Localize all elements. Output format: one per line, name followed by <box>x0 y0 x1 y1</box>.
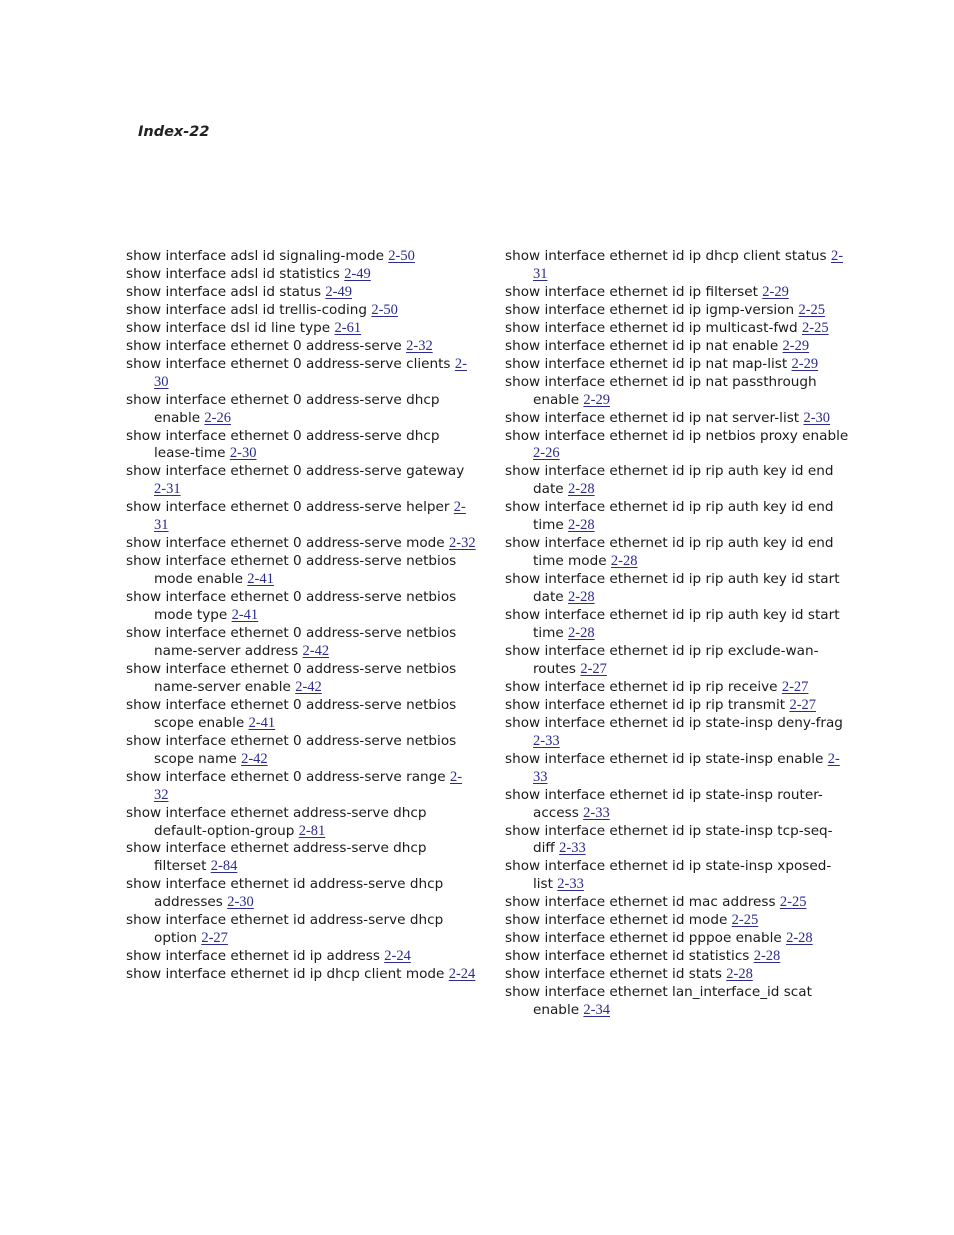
index-entry-text: show interface adsl id status <box>126 283 322 300</box>
index-entry-text: show interface ethernet id ip rip auth key id end time mode <box>505 535 834 570</box>
page-reference-link[interactable]: 2-25 <box>731 912 759 929</box>
index-entry-text: show interface ethernet id ip rip auth key id end time <box>505 499 834 534</box>
page-reference-link[interactable]: 2-31 <box>154 481 181 498</box>
page-reference-link[interactable]: 2-24 <box>384 948 411 965</box>
index-entry-text: show interface ethernet id ip filterset <box>505 283 758 300</box>
page-reference-link[interactable]: 2-30 <box>154 355 467 390</box>
page-reference-link[interactable]: 2-33 <box>559 840 586 857</box>
index-entry <box>505 697 850 715</box>
page-reference-link[interactable]: 2-50 <box>371 301 398 318</box>
page-reference-link[interactable]: 2-49 <box>344 265 371 282</box>
index-entry <box>126 948 476 966</box>
index-entry <box>505 930 850 948</box>
page-reference-link[interactable]: 2-81 <box>298 822 326 839</box>
index-entry-text: show interface ethernet id address-serve dhcp addresses <box>126 876 444 911</box>
page-reference-link[interactable]: 2-32 <box>406 337 433 354</box>
page-reference-link[interactable]: 2-28 <box>610 553 638 570</box>
page-reference-link[interactable]: 2-41 <box>231 607 259 624</box>
page-reference-link[interactable]: 2-32 <box>154 768 463 803</box>
page-reference-link[interactable]: 2-28 <box>567 481 595 498</box>
page-reference-link[interactable]: 2-49 <box>325 283 352 300</box>
index-entry <box>126 840 476 876</box>
index-entry-text: show interface ethernet id ip nat map-list <box>505 355 788 372</box>
index-entry <box>505 607 850 643</box>
index-entry <box>126 553 476 589</box>
page-reference-link[interactable]: 2-30 <box>803 409 831 426</box>
page-reference-link[interactable]: 2-27 <box>201 930 228 947</box>
index-entry-text: show interface ethernet id ip nat server-list <box>505 409 800 426</box>
index-entry <box>126 284 476 302</box>
index-entry <box>126 392 476 428</box>
page-reference-link[interactable]: 2-41 <box>247 571 274 588</box>
index-entry <box>126 338 476 356</box>
index-entry-text: show interface ethernet id ip nat passthrough enable <box>505 373 817 408</box>
index-entry-text: show interface ethernet address-serve dhcp filterset <box>126 840 427 875</box>
index-entry-text: show interface ethernet 0 address-serve netbios mode enable <box>126 553 457 588</box>
index-entry-text: show interface ethernet id ip rip exclude-wan-routes <box>505 642 819 677</box>
index-entry-text: show interface adsl id trellis-coding <box>126 301 368 318</box>
page-reference-link[interactable]: 2-31 <box>533 248 844 282</box>
index-entry <box>126 589 476 625</box>
index-entry-text: show interface ethernet id ip rip receive <box>505 678 778 695</box>
page-reference-link[interactable]: 2-29 <box>762 283 789 300</box>
index-entry-text: show interface ethernet id address-serve dhcp option <box>126 912 444 947</box>
page-reference-link[interactable]: 2-31 <box>154 499 466 534</box>
page-reference-link[interactable]: 2-25 <box>802 319 829 336</box>
index-entry <box>505 410 850 428</box>
index-entry-text: show interface ethernet 0 address-serve netbios name-server address <box>126 625 457 659</box>
index-entry <box>505 499 850 535</box>
page-reference-link[interactable]: 2-25 <box>798 301 826 318</box>
page-reference-link[interactable]: 2-50 <box>388 248 415 264</box>
index-entry <box>126 248 476 266</box>
page-reference-link[interactable]: 2-28 <box>786 930 813 947</box>
index-entry <box>126 463 476 499</box>
page-reference-link[interactable]: 2-33 <box>533 732 560 749</box>
index-entry-text: show interface ethernet id ip dhcp client status <box>505 248 827 264</box>
index-entry <box>505 966 850 984</box>
index-entry-text: show interface adsl id signaling-mode <box>126 248 384 264</box>
page-reference-link[interactable]: 2-33 <box>557 876 584 893</box>
index-entry-text: show interface ethernet id ip netbios proxy enable <box>505 427 849 444</box>
index-entry <box>505 356 850 374</box>
index-entry <box>126 302 476 320</box>
index-entry <box>126 356 476 392</box>
index-entry <box>126 535 476 553</box>
index-entry <box>505 643 850 679</box>
index-entry-text: show interface ethernet id mode <box>505 912 728 929</box>
index-column-left <box>126 248 476 984</box>
index-entry-text: show interface ethernet 0 address-serve netbios mode type <box>126 589 457 624</box>
index-entry-text: show interface ethernet id ip dhcp client mode <box>126 966 445 983</box>
index-entry-text: show interface ethernet 0 address-serve <box>126 337 402 354</box>
page-reference-link[interactable]: 2-34 <box>583 1002 610 1019</box>
index-entry-text: show interface ethernet lan_interface_id scat enable <box>505 984 812 1019</box>
page-reference-link[interactable]: 2-42 <box>295 678 322 695</box>
page-reference-link[interactable]: 2-30 <box>229 445 257 462</box>
index-entry <box>126 769 476 805</box>
index-entry-text: show interface ethernet id ip igmp-version <box>505 301 795 318</box>
index-entry <box>505 320 850 338</box>
index-entry-text: show interface ethernet id ip rip auth key id start date <box>505 571 840 606</box>
page-reference-link[interactable]: 2-29 <box>791 355 819 372</box>
index-entry-text: show interface ethernet 0 address-serve netbios scope enable <box>126 696 457 731</box>
index-column-right <box>505 248 850 1020</box>
page-reference-link[interactable]: 2-29 <box>782 337 810 354</box>
index-entry <box>505 248 850 284</box>
index-entry <box>505 535 850 571</box>
index-entry-text: show interface adsl id statistics <box>126 265 340 282</box>
index-entry <box>505 858 850 894</box>
index-entry-text: show interface ethernet id stats <box>505 966 722 983</box>
index-entry-text: show interface ethernet 0 address-serve netbios scope name <box>126 732 457 767</box>
index-entry-text: show interface ethernet address-serve dhcp default-option-group <box>126 804 427 839</box>
page-reference-link[interactable]: 2-27 <box>580 660 607 677</box>
index-entry <box>126 428 476 464</box>
index-entry-text: show interface ethernet 0 address-serve helper <box>126 499 450 516</box>
index-entry-text: show interface ethernet id ip state-insp xposed-list <box>505 858 832 893</box>
index-entry <box>505 787 850 823</box>
page-reference-link[interactable]: 2-84 <box>210 858 238 875</box>
index-entry <box>505 374 850 410</box>
index-entry <box>126 320 476 338</box>
index-entry-text: show interface ethernet 0 address-serve mode <box>126 535 445 552</box>
page-reference-link[interactable]: 2-29 <box>583 391 610 408</box>
index-entry-text: show interface ethernet id ip rip transmit <box>505 696 786 713</box>
index-entry <box>505 823 850 859</box>
page-reference-link[interactable]: 2-61 <box>334 319 362 336</box>
index-entry <box>505 984 850 1020</box>
index-entry-text: show interface ethernet 0 address-serve dhcp lease-time <box>126 427 440 462</box>
page-reference-link[interactable]: 2-41 <box>248 714 276 731</box>
index-entry-text: show interface ethernet id ip rip auth key id end date <box>505 463 834 498</box>
page-reference-link[interactable]: 2-28 <box>568 625 595 642</box>
page-header: Index-22 <box>138 124 210 140</box>
index-entry-text: show interface ethernet id statistics <box>505 948 750 965</box>
index-entry-text: show interface ethernet 0 address-serve range <box>126 768 446 785</box>
page-reference-link[interactable]: 2-28 <box>568 517 595 534</box>
page-reference-link[interactable]: 2-28 <box>567 589 595 606</box>
index-entry <box>126 733 476 769</box>
index-entry <box>505 894 850 912</box>
page-reference-link[interactable]: 2-28 <box>753 948 781 965</box>
index-entry <box>126 499 476 535</box>
index-entry-text: show interface dsl id line type <box>126 319 331 336</box>
index-entry <box>126 805 476 841</box>
index-entry <box>505 284 850 302</box>
page-reference-link[interactable]: 2-33 <box>583 804 610 821</box>
index-entry <box>126 661 476 697</box>
page-reference-link[interactable]: 2-26 <box>204 409 231 426</box>
index-entry <box>505 948 850 966</box>
page-reference-link[interactable]: 2-27 <box>789 696 817 713</box>
index-entry-text: show interface ethernet id ip state-insp router-access <box>505 786 823 821</box>
index-entry <box>505 715 850 751</box>
page-reference-link[interactable]: 2-42 <box>302 642 330 659</box>
index-entry-text: show interface ethernet id pppoe enable <box>505 930 782 947</box>
index-entry-text: show interface ethernet id ip state-insp enable <box>505 750 824 767</box>
index-entry-text: show interface ethernet id ip state-insp deny-frag <box>505 714 843 731</box>
index-entry <box>126 876 476 912</box>
index-entry-text: show interface ethernet id ip nat enable <box>505 337 779 354</box>
index-entry-text: show interface ethernet id mac address <box>505 894 776 911</box>
index-entry <box>126 966 476 984</box>
index-entry-text: show interface ethernet id ip rip auth key id start time <box>505 607 840 642</box>
page-reference-link[interactable]: 2-32 <box>448 535 476 552</box>
index-entry <box>505 463 850 499</box>
index-entry-text: show interface ethernet id ip state-insp tcp-seq-diff <box>505 822 833 857</box>
page-reference-link[interactable]: 2-33 <box>533 750 840 785</box>
page-reference-link[interactable]: 2-28 <box>726 966 753 983</box>
index-entry <box>126 625 476 661</box>
index-entry <box>126 697 476 733</box>
index-entry-text: show interface ethernet id ip address <box>126 948 380 965</box>
page-reference-link[interactable]: 2-42 <box>241 750 268 767</box>
index-entry-text: show interface ethernet 0 address-serve clients <box>126 355 451 372</box>
index-entry-text: show interface ethernet 0 address-serve gateway <box>126 463 465 480</box>
index-entry-text: show interface ethernet 0 address-serve dhcp enable <box>126 391 440 426</box>
index-entry <box>505 679 850 697</box>
page-reference-link[interactable]: 2-27 <box>781 678 809 695</box>
index-entry <box>126 912 476 948</box>
index-entry <box>505 912 850 930</box>
index-entry <box>505 338 850 356</box>
page-reference-link[interactable]: 2-24 <box>448 966 476 983</box>
index-entry <box>505 571 850 607</box>
page-reference-link[interactable]: 2-30 <box>227 894 254 911</box>
index-entry-text: show interface ethernet 0 address-serve netbios name-server enable <box>126 660 457 695</box>
index-entry-text: show interface ethernet id ip multicast-fwd <box>505 319 798 336</box>
page-reference-link[interactable]: 2-26 <box>533 445 560 462</box>
index-entry <box>126 266 476 284</box>
index-entry <box>505 751 850 787</box>
index-entry <box>505 302 850 320</box>
page-reference-link[interactable]: 2-25 <box>779 894 807 911</box>
index-entry <box>505 428 850 464</box>
